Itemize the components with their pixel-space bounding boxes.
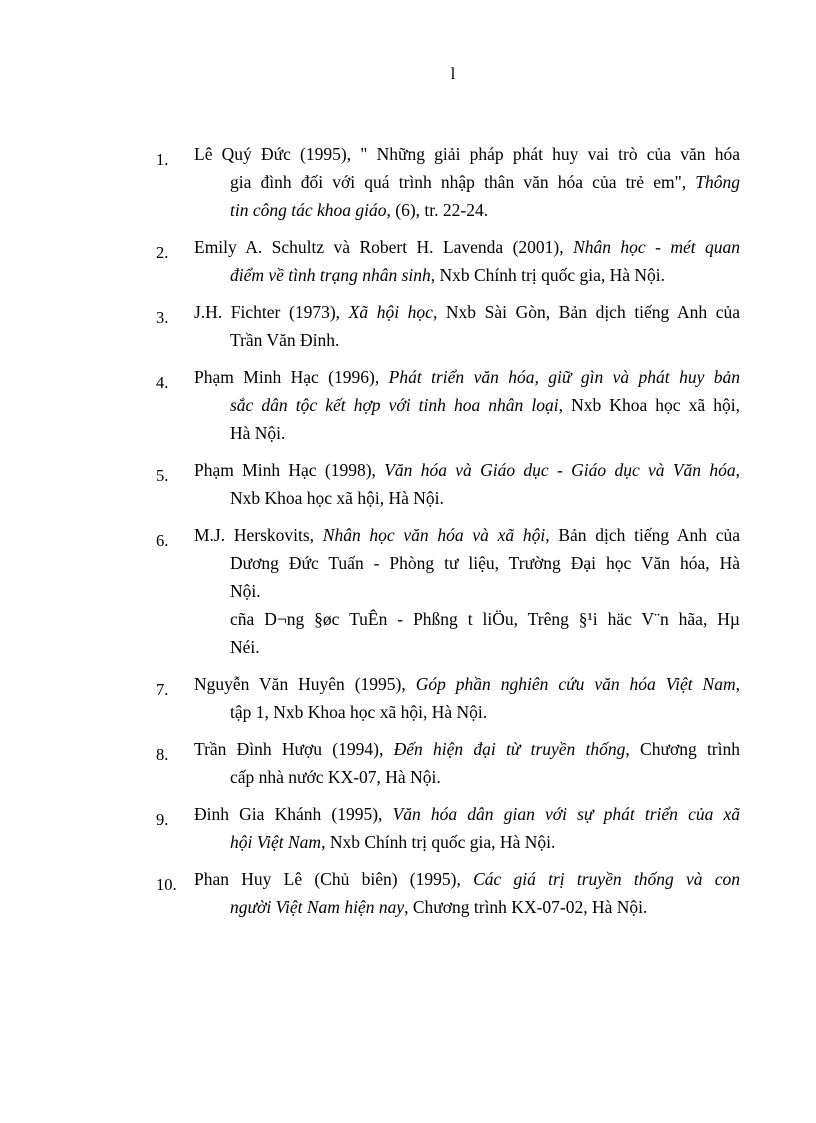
- reference-text: [194, 670, 740, 726]
- reference-text: [194, 140, 740, 224]
- reference-title-text: sắc dân tộc kết hợp với tinh hoa nhân loại: [230, 395, 559, 415]
- reference-item: [150, 800, 740, 856]
- reference-title-text: Đến hiện đại từ truyền thống: [393, 739, 626, 759]
- reference-line: [194, 670, 740, 698]
- reference-plain-text: Đinh Gia Khánh (1995),: [194, 804, 393, 824]
- reference-line: [194, 140, 740, 168]
- reference-plain-text: Phạm Minh Hạc (1998),: [194, 460, 385, 480]
- reference-plain-text: Lê Quý Đức (1995), " Những giải pháp phát huy vai trò của văn hóa: [194, 144, 740, 164]
- reference-title-text: điểm về tình trạng nhân sinh: [230, 265, 431, 285]
- reference-title-text: Góp phần nghiên cứu văn hóa Việt Nam: [415, 674, 736, 694]
- reference-text: [194, 363, 740, 447]
- reference-plain-text: J.H. Fichter (1973),: [194, 302, 349, 322]
- reference-item: [150, 233, 740, 289]
- reference-list: [150, 140, 740, 930]
- reference-plain-text: , Nxb Chính trị quốc gia, Hà Nội.: [430, 265, 666, 285]
- reference-item: [150, 735, 740, 791]
- reference-line: [194, 419, 740, 447]
- reference-item: [150, 298, 740, 354]
- reference-plain-text: , (6), tr. 22-24.: [386, 200, 489, 220]
- reference-item: [150, 456, 740, 512]
- reference-plain-text: , Bản dịch tiếng Anh của: [545, 525, 740, 545]
- reference-line: [194, 735, 740, 763]
- reference-text: [194, 865, 740, 921]
- reference-title-text: Xã hội học: [348, 302, 433, 322]
- reference-line: [194, 577, 740, 605]
- reference-plain-text: , Nxb Khoa học xã hội,: [558, 395, 740, 415]
- reference-plain-text: , Nxb Sài Gòn, Bản dịch tiếng Anh của: [432, 302, 740, 322]
- reference-number: 8.: [156, 745, 169, 764]
- reference-plain-text: tập 1, Nxb Khoa học xã hội, Hà Nội.: [230, 702, 488, 722]
- reference-plain-text: M.J. Herskovits,: [194, 525, 323, 545]
- reference-number: 4.: [156, 373, 169, 392]
- reference-line: [194, 633, 740, 661]
- reference-plain-text: Nội.: [230, 581, 261, 601]
- reference-title-text: Nhân học - mét quan: [573, 237, 740, 257]
- reference-text: [194, 735, 740, 791]
- reference-line: [194, 549, 740, 577]
- reference-title-text: người Việt Nam hiện nay: [230, 897, 405, 917]
- reference-line: [194, 484, 740, 512]
- reference-number: 9.: [156, 810, 169, 829]
- reference-line: [194, 605, 740, 633]
- reference-line: [194, 800, 740, 828]
- reference-item: [150, 521, 740, 661]
- reference-number: 7.: [156, 680, 169, 699]
- reference-text: [194, 456, 740, 512]
- reference-line: [194, 298, 740, 326]
- reference-line: [194, 326, 740, 354]
- reference-line: [194, 521, 740, 549]
- reference-line: [194, 893, 740, 921]
- reference-title-text: Phát triển văn hóa, giữ gìn và phát huy bản: [388, 367, 740, 387]
- reference-title-text: Văn hóa và Giáo dục - Giáo dục và Văn hóa: [384, 460, 736, 480]
- reference-line: [194, 763, 740, 791]
- reference-title-text: tin công tác khoa giáo: [230, 200, 387, 220]
- reference-plain-text: Nxb Khoa học xã hội, Hà Nội.: [230, 488, 444, 508]
- reference-line: [194, 196, 740, 224]
- reference-number: 6.: [156, 531, 169, 550]
- reference-item: [150, 363, 740, 447]
- reference-text: [194, 800, 740, 856]
- reference-number: 5.: [156, 466, 169, 485]
- reference-line: [194, 456, 740, 484]
- reference-line: [194, 698, 740, 726]
- reference-text: [194, 233, 740, 289]
- reference-number: 2.: [156, 243, 169, 262]
- reference-line: [194, 168, 740, 196]
- reference-plain-text: , Chương trình KX-07-02, Hà Nội.: [404, 897, 648, 917]
- reference-number: 1.: [156, 150, 169, 169]
- reference-plain-text: Trần Đình Hượu (1994),: [194, 739, 394, 759]
- reference-text: [194, 521, 740, 661]
- reference-plain-text: cấp nhà nước KX-07, Hà Nội.: [230, 767, 441, 787]
- reference-plain-text: Emily A. Schultz và Robert H. Lavenda (2001),: [194, 237, 574, 257]
- reference-title-text: Các giá trị truyền thống và con: [473, 869, 740, 889]
- page-number: l: [450, 64, 456, 83]
- reference-plain-text: ,: [735, 460, 740, 480]
- reference-line: [194, 391, 740, 419]
- reference-line: [194, 363, 740, 391]
- reference-line: [194, 261, 740, 289]
- reference-line: [194, 828, 740, 856]
- reference-plain-text: Nguyễn Văn Huyên (1995),: [194, 674, 416, 694]
- reference-plain-text: Phan Huy Lê (Chủ biên) (1995),: [194, 869, 474, 889]
- reference-line: [194, 233, 740, 261]
- reference-number: 3.: [156, 308, 169, 327]
- reference-item: [150, 140, 740, 224]
- reference-plain-text: ,: [735, 674, 740, 694]
- reference-title-text: Thông: [695, 172, 740, 192]
- reference-item: [150, 670, 740, 726]
- reference-plain-text: Néi.: [230, 637, 260, 657]
- reference-plain-text: Dương Đức Tuấn - Phòng tư liệu, Trường Đại học Văn hóa, Hà: [230, 553, 740, 573]
- reference-plain-text: , Chương trình: [625, 739, 741, 759]
- reference-plain-text: Phạm Minh Hạc (1996),: [194, 367, 389, 387]
- reference-plain-text: Trần Văn Đỉnh.: [230, 330, 340, 350]
- reference-plain-text: gia đình đối với quá trình nhập thân văn hóa của trẻ em",: [230, 172, 696, 192]
- reference-item: [150, 865, 740, 921]
- reference-number: 10.: [156, 875, 177, 894]
- reference-title-text: Nhân học văn hóa và xã hội: [322, 525, 546, 545]
- reference-text: [194, 298, 740, 354]
- reference-title-text: hội Việt Nam: [230, 832, 322, 852]
- reference-plain-text: Hà Nội.: [230, 423, 286, 443]
- reference-line: [194, 865, 740, 893]
- reference-title-text: Văn hóa dân gian với sự phát triển của xã: [392, 804, 740, 824]
- reference-plain-text: , Nxb Chính trị quốc gia, Hà Nội.: [321, 832, 556, 852]
- reference-plain-text: cña D¬ng §øc TuÊn - Phßng t liÖu, Trêng §¹i häc V¨n hãa, Hµ: [230, 609, 740, 629]
